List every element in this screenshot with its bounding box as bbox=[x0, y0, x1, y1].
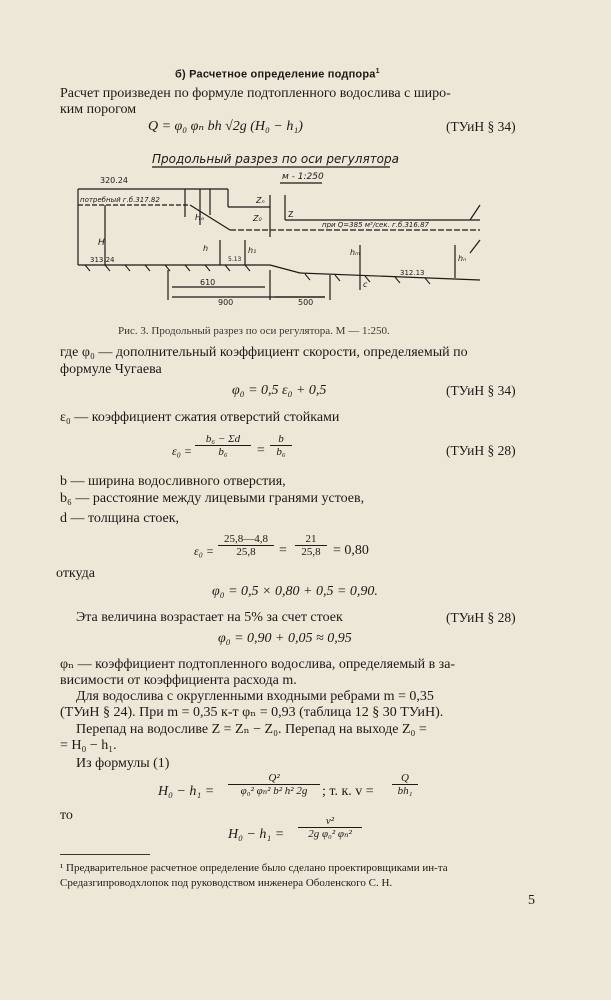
label-hb: hₙ bbox=[458, 254, 467, 263]
diagram-scale: м - 1:250 bbox=[282, 172, 324, 182]
label-c: c bbox=[363, 280, 368, 289]
label-610: 610 bbox=[200, 278, 216, 287]
eps-definition: ε₀ — коэффициент сжатия отверстий стойками bbox=[60, 410, 340, 425]
diagram-title: Продольный разрез по оси регулятора bbox=[152, 152, 399, 166]
definition-b: b — ширина водосливного отверстия, bbox=[60, 474, 286, 489]
reference-tuin-34: (ТУиН § 34) bbox=[446, 119, 516, 134]
eps-numeric-numerator-2: 21 bbox=[295, 533, 327, 546]
formula-eps-fraction-2 bbox=[270, 433, 292, 458]
label-H: H bbox=[98, 238, 105, 248]
eps-numerator-1: b₆ − Σd bbox=[195, 433, 251, 446]
formula-head-fraction bbox=[228, 772, 320, 797]
text-to: то bbox=[60, 808, 73, 823]
formula-eps-fraction-1 bbox=[195, 433, 251, 458]
formula-velocity-fraction bbox=[392, 772, 418, 797]
formula-phi0: φ₀ = 0,5 ε₀ + 0,5 bbox=[232, 383, 327, 398]
eps-denominator-2: b₆ bbox=[276, 446, 286, 458]
eps-numerator-2: b bbox=[270, 433, 292, 446]
label-ho: Hₒ bbox=[195, 213, 205, 222]
text-increase: Эта величина возрастает на 5% за счет стоек bbox=[76, 610, 343, 625]
longitudinal-section-diagram bbox=[60, 145, 540, 315]
section-heading: б) Расчетное определение подпора$^1$ bbox=[175, 68, 380, 81]
formula-phi0-final: φ₀ = 0,90 + 0,05 ≈ 0,95 bbox=[218, 631, 352, 646]
intro-text-line-2: ким порогом bbox=[60, 102, 137, 117]
label-elevation-320: 320.24 bbox=[100, 176, 128, 185]
label-elevation-313: 313.24 bbox=[90, 256, 115, 264]
from-formula-text: Из формулы (1) bbox=[76, 756, 170, 771]
footnote-line-2: Средазгипроводхлопок под руководством инженера Оболенского С. Н. bbox=[60, 877, 393, 889]
label-zs: Zₙ bbox=[256, 196, 265, 205]
formula-discharge: Q = φ₀ φₙ bh √2g (H₀ − h₁) bbox=[148, 119, 303, 134]
label-discharge-level: при Q=385 м³/сек. г.б.316.87 bbox=[322, 221, 429, 229]
weir-text-line-2: (ТУиН § 24). При m = 0,35 к-т φₙ = 0,93 (таблица 12 § 30 ТУиН). bbox=[60, 705, 444, 720]
phin-definition-line-2: висимости от коэффициента расхода m. bbox=[60, 673, 297, 688]
label-z0: Z₀ bbox=[253, 214, 262, 223]
phi0-definition-line-1: где φ₀ — дополнительный коэффициент скорости, определяемый по bbox=[60, 345, 468, 360]
eps-numeric-denominator-1: 25,8 bbox=[236, 546, 256, 558]
eps-numeric-numerator-1: 25,8—4,8 bbox=[218, 533, 274, 546]
velocity-numerator: Q bbox=[392, 772, 418, 785]
phin-definition-line-1: φₙ — коэффициент подтопленного водослива, определяемый в за- bbox=[60, 657, 456, 672]
formula-head-velocity-fraction bbox=[298, 815, 362, 840]
weir-text-line-1: Для водослива с округленными входными ребрами m = 0,35 bbox=[76, 689, 434, 704]
reference-tuin-28: (ТУиН § 28) bbox=[446, 443, 516, 458]
text-otkuda: откуда bbox=[56, 566, 95, 581]
formula-eps-numeric-result: = 0,80 bbox=[333, 543, 369, 558]
eps-numeric-denominator-2: 25,8 bbox=[301, 546, 321, 558]
intro-text-line-1: Расчет произведен по формуле подтопленного водослива с широ- bbox=[60, 86, 451, 101]
definition-d: d — толщина стоек, bbox=[60, 511, 180, 526]
page-number: 5 bbox=[528, 893, 535, 908]
formula-head-velocity-lhs: H₀ − h₁ = bbox=[228, 827, 285, 842]
phi0-definition-line-2: формуле Чугаева bbox=[60, 362, 162, 377]
label-500: 500 bbox=[298, 298, 314, 307]
reference-tuin-28-b: (ТУиН § 28) bbox=[446, 610, 516, 625]
drop-text-line-1: Перепад на водосливе Z = Zₙ − Z₀. Перепад на выходе Z₀ = bbox=[76, 722, 427, 737]
label-h1: h₁ bbox=[248, 246, 257, 255]
label-900: 900 bbox=[218, 298, 234, 307]
reference-tuin-34-b: (ТУиН § 34) bbox=[446, 383, 516, 398]
label-h: h bbox=[203, 244, 209, 253]
definition-b6: b₆ — расстояние между лицевыми гранями устоев, bbox=[60, 491, 365, 506]
label-hm: hₘ bbox=[350, 248, 361, 257]
formula-eps-numeric-fraction-1 bbox=[218, 533, 274, 558]
formula-eps-numeric-lhs: ε₀ = bbox=[194, 544, 214, 558]
label-elevation-312: 312.13 bbox=[400, 269, 425, 277]
formula-eps-numeric-fraction-2 bbox=[295, 533, 327, 558]
velocity-denominator: bh₁ bbox=[397, 785, 413, 797]
footnote-line-1: ¹ Предварительное расчетное определение было сделано проектировщиками ин-та bbox=[60, 862, 448, 874]
footnote-rule bbox=[60, 854, 150, 855]
formula-head-lhs: H₀ − h₁ = bbox=[158, 784, 215, 799]
formula-velocity-lhs: ; т. к. v = bbox=[322, 784, 374, 799]
eps-denominator-1: b₆ bbox=[218, 446, 228, 458]
formula-phi0-value: φ₀ = 0,5 × 0,80 + 0,5 = 0,90. bbox=[212, 584, 378, 599]
head-velocity-denominator: 2g φ₀² φₙ² bbox=[308, 828, 352, 840]
figure-caption: Рис. 3. Продольный разрез по оси регулятора. М — 1:250. bbox=[118, 325, 390, 337]
head-denominator: φ₀² φₙ² b² h² 2g bbox=[240, 785, 308, 797]
label-z: Z bbox=[288, 210, 294, 219]
label-513: 5.13 bbox=[228, 256, 242, 263]
drop-text-line-2: = H₀ − h₁. bbox=[60, 738, 117, 753]
formula-eps-equals: = bbox=[256, 443, 266, 458]
head-numerator: Q² bbox=[228, 772, 320, 785]
formula-eps-lhs: ε₀ = bbox=[172, 444, 192, 458]
formula-eps-numeric-equals: = bbox=[279, 543, 287, 558]
label-required-level: потребный г.б.317.82 bbox=[80, 196, 160, 204]
head-velocity-numerator: v² bbox=[298, 815, 362, 828]
